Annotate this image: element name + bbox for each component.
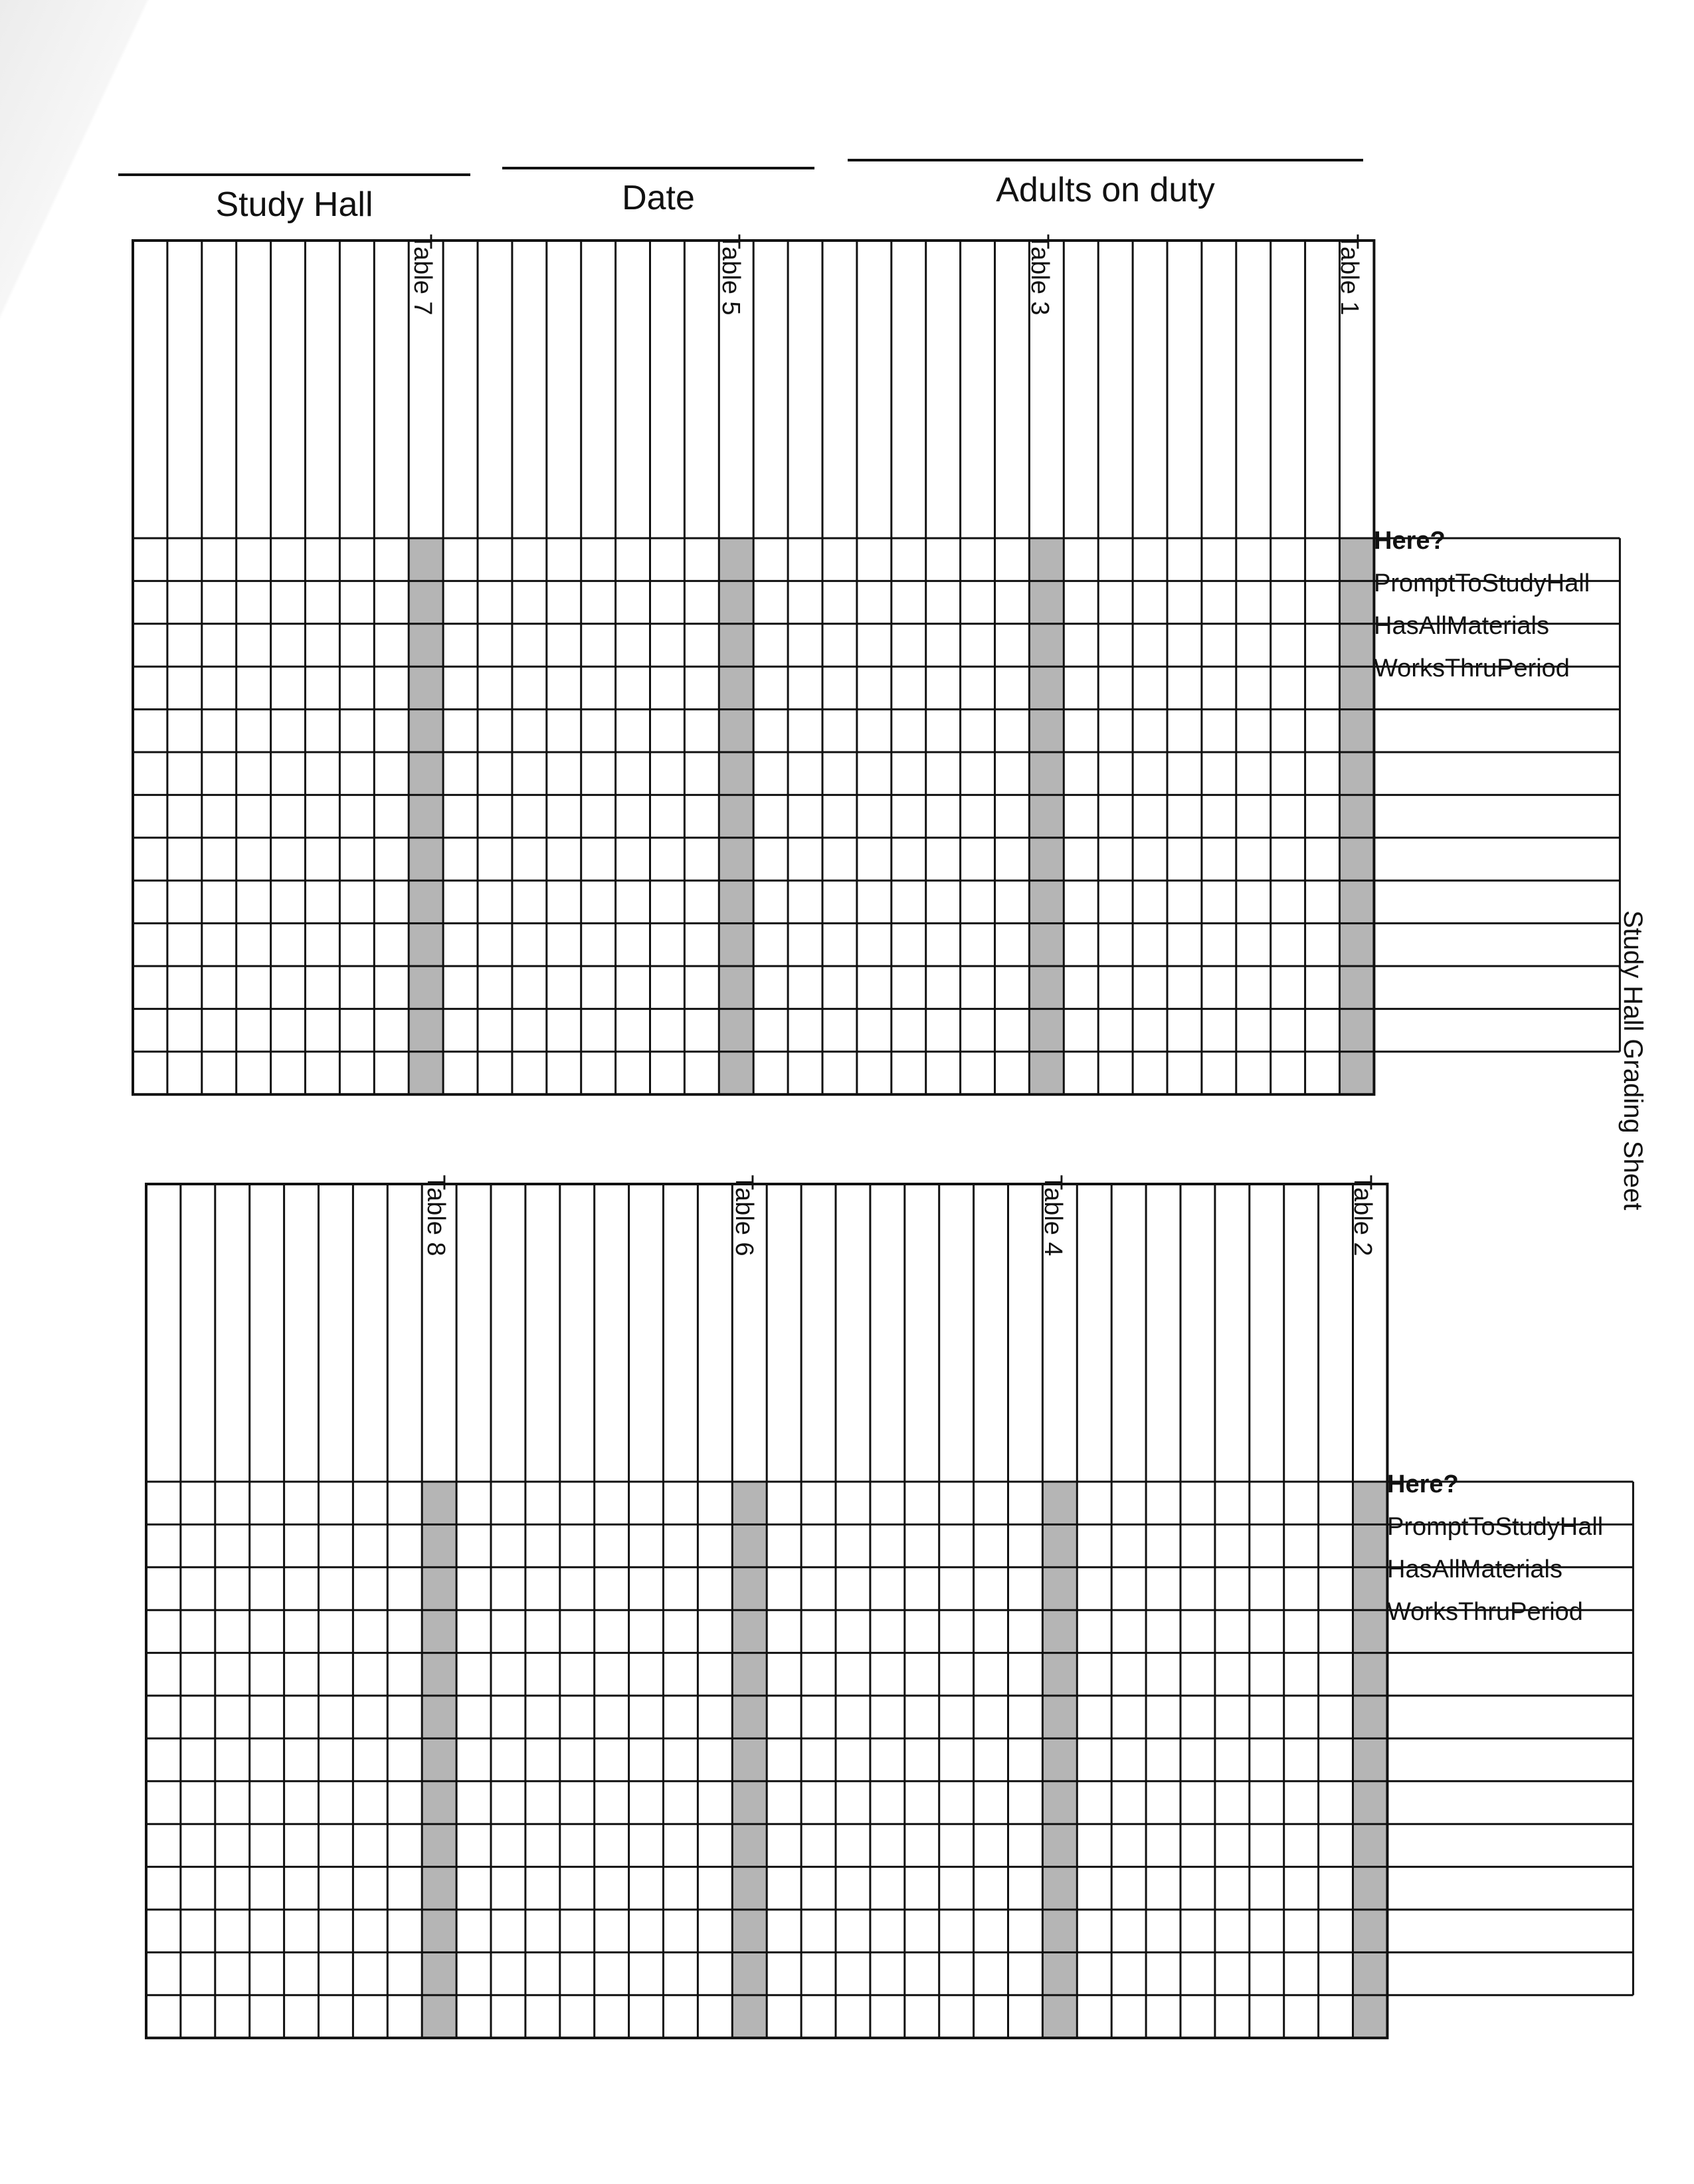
shaded-column	[732, 1482, 767, 2038]
works-criterion: WorksThruPeriod	[1387, 1598, 1583, 1626]
table-3-label: Table 3	[1026, 234, 1054, 316]
table-4-label: Table 4	[1039, 1175, 1067, 1256]
table-5-label: Table 5	[717, 234, 745, 316]
here-criterion: Here?	[1374, 527, 1446, 555]
table-6-label: Table 6	[730, 1175, 758, 1256]
prompt-criterion: PromptToStudyHall	[1387, 1513, 1604, 1541]
table-1-label: Table 1	[1335, 234, 1363, 316]
shaded-column	[1353, 1482, 1388, 2038]
here-criterion: Here?	[1387, 1470, 1459, 1498]
shaded-column	[422, 1482, 456, 2038]
sheet-title: Study Hall Grading Sheet	[1618, 910, 1647, 1211]
study-hall-label: Study Hall	[215, 185, 373, 224]
shaded-column	[1042, 1482, 1077, 2038]
materials-criterion: HasAllMaterials	[1387, 1555, 1562, 1583]
adults-on-duty-label: Adults on duty	[996, 171, 1215, 209]
date-label: Date	[622, 179, 695, 217]
prompt-criterion: PromptToStudyHall	[1374, 569, 1590, 597]
works-criterion: WorksThruPeriod	[1374, 654, 1570, 682]
materials-criterion: HasAllMaterials	[1374, 612, 1549, 640]
table-8-label: Table 8	[422, 1175, 450, 1256]
table-2-label: Table 2	[1349, 1175, 1376, 1256]
table-7-label: Table 7	[409, 234, 436, 316]
